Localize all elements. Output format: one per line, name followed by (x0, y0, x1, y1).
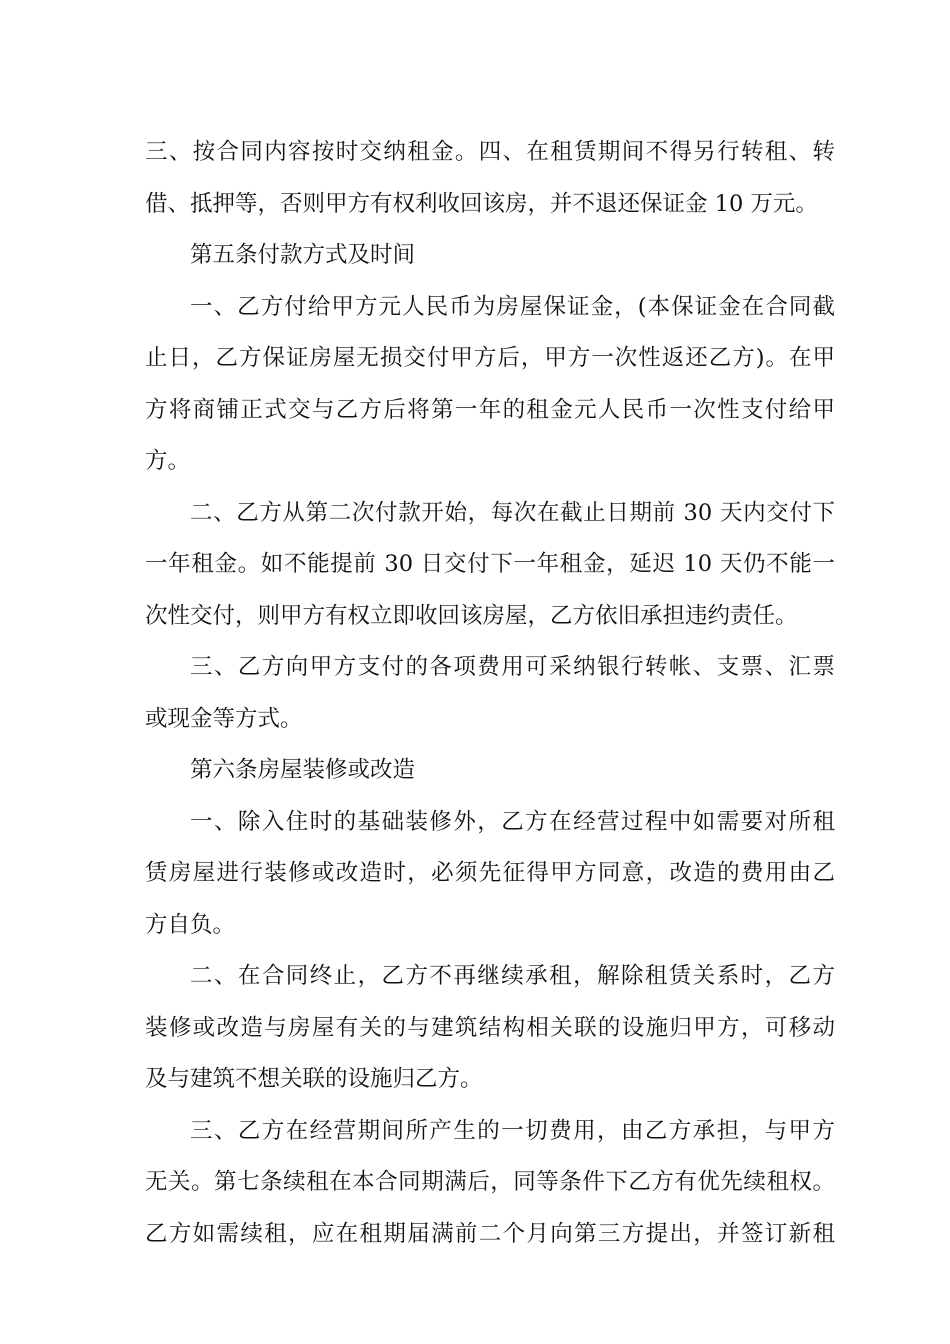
text-line: 方将商铺正式交与乙方后将第一年的租金元人民币一次性支付给甲 (145, 397, 835, 423)
text-line: 方自负。 (145, 912, 236, 938)
text-line: 无关。第七条续租在本合同期满后，同等条件下乙方有优先续租权。 (145, 1169, 835, 1195)
text-line: 一、除入住时的基础装修外，乙方在经营过程中如需要对所租 (190, 809, 835, 835)
section-heading: 第六条房屋装修或改造 (190, 757, 416, 783)
text-line: 三、乙方在经营期间所产生的一切费用，由乙方承担，与甲方 (190, 1118, 835, 1144)
text-line: 次性交付，则甲方有权立即收回该房屋，乙方依旧承担违约责任。 (145, 603, 798, 629)
text-line: 三、乙方向甲方支付的各项费用可采纳银行转帐、支票、汇票 (190, 654, 835, 680)
text-line: 二、乙方从第二次付款开始，每次在截止日期前 30 天内交付下 (190, 500, 835, 526)
text-line: 及与建筑不想关联的设施归乙方。 (145, 1066, 483, 1092)
text-line: 或现金等方式。 (145, 706, 303, 732)
text-line: 借、抵押等，否则甲方有权利收回该房，并不退还保证金 10 万元。 (145, 191, 818, 217)
text-line: 乙方如需续租，应在租期届满前二个月向第三方提出，并签订新租 (145, 1221, 835, 1247)
section-heading: 第五条付款方式及时间 (190, 242, 416, 268)
text-line: 三、按合同内容按时交纳租金。四、在租赁期间不得另行转租、转 (145, 139, 835, 165)
text-line: 二、在合同终止，乙方不再继续承租，解除租赁关系时，乙方 (190, 963, 835, 989)
text-line: 一年租金。如不能提前 30 日交付下一年租金，延迟 10 天仍不能一 (145, 551, 835, 577)
text-line: 一、乙方付给甲方元人民币为房屋保证金，(本保证金在合同截 (190, 294, 835, 320)
text-line: 赁房屋进行装修或改造时，必须先征得甲方同意，改造的费用由乙 (145, 860, 835, 886)
text-line: 止日，乙方保证房屋无损交付甲方后，甲方一次性返还乙方)。在甲 (145, 345, 835, 371)
text-line: 方。 (145, 448, 191, 474)
text-line: 装修或改造与房屋有关的与建筑结构相关联的设施归甲方，可移动 (145, 1015, 835, 1041)
